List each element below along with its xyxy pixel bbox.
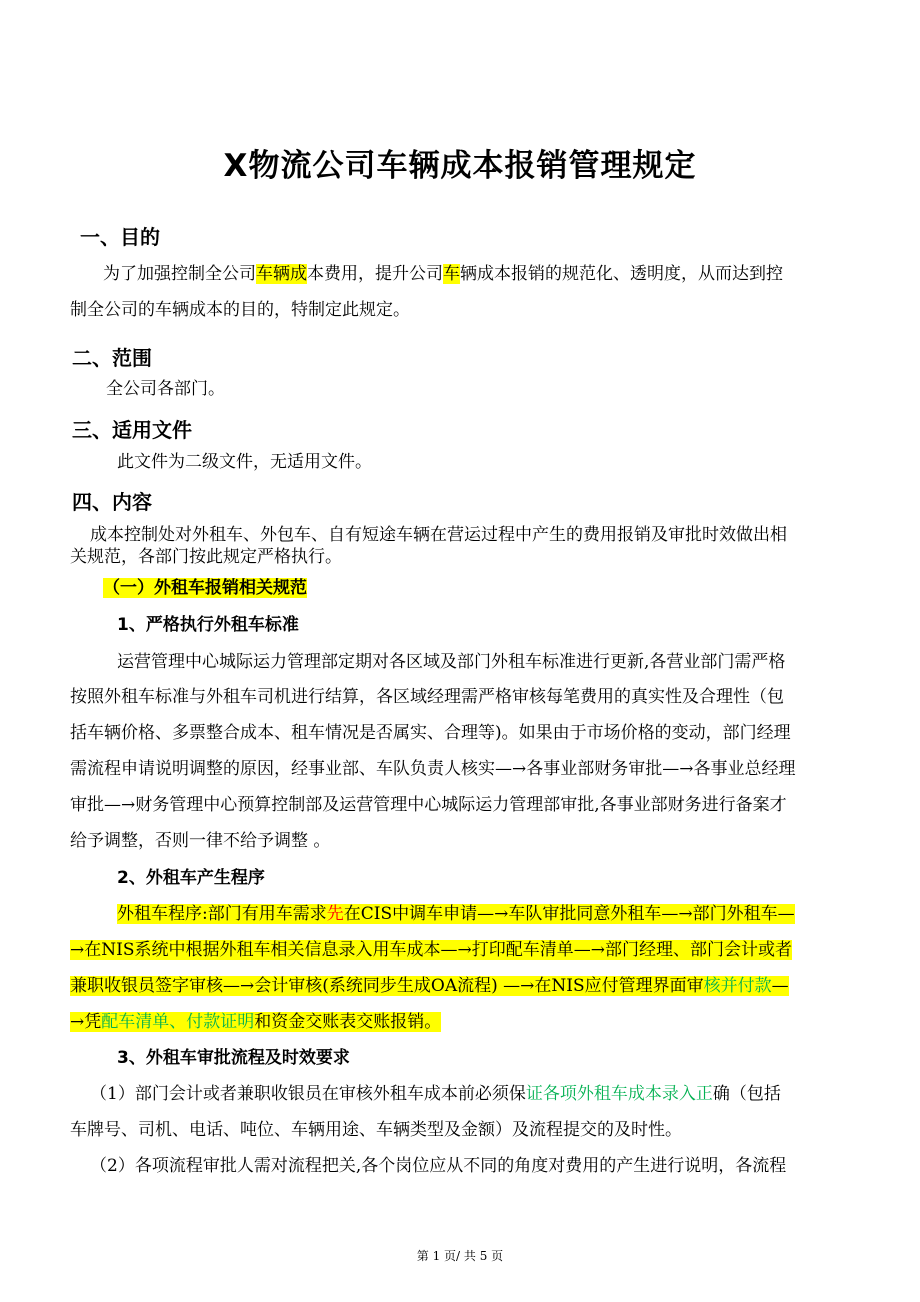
item1-line-1: 运营管理中心城际运力管理部定期对各区域及部门外租车标准进行更新,各营业部门需严格 xyxy=(117,652,786,672)
item1-line-5: 审批—→财务管理中心预算控制部及运营管理中心城际运力管理部审批,各事业部财务进行备案才 xyxy=(70,795,787,815)
purpose-line-2: 制全公司的车辆成本的目的，特制定此规定。 xyxy=(70,300,410,320)
section-heading-content: 四、内容 xyxy=(72,490,152,514)
document-title: X物流公司车辆成本报销管理规定 xyxy=(223,148,697,184)
item1-line-6: 给予调整，否则一律不给予调整 。 xyxy=(70,831,331,851)
section-heading-scope: 二、范围 xyxy=(72,346,152,370)
section-heading-docs: 三、适用文件 xyxy=(72,418,192,442)
text: （1）部门会计或者兼职收银员在审核外租车成本前必须保 xyxy=(90,1084,526,1104)
subsection-heading-rental xyxy=(103,577,307,599)
item3-para2-line-1: （2）各项流程审批人需对流程把关,各个岗位应从不同的角度对费用的产生进行说明，各流程 xyxy=(90,1156,787,1176)
item3-para1-line-1 xyxy=(90,1083,781,1105)
section-heading-purpose: 一、目的 xyxy=(80,225,160,249)
purpose-line-1 xyxy=(103,263,783,285)
scope-text: 全公司各部门。 xyxy=(106,379,225,399)
highlight: （一）外租车报销相关规范 xyxy=(103,578,307,598)
content-intro-line-2: 关规范，各部门按此规定严格执行。 xyxy=(70,547,342,567)
text: →凭 xyxy=(70,1012,102,1032)
red-text: 先 xyxy=(326,904,344,924)
docs-text: 此文件为二级文件，无适用文件。 xyxy=(117,452,372,472)
item1-line-3: 括车辆价格、多票整合成本、租车情况是否属实、合理等)。如果由于市场价格的变动，部门经理 xyxy=(70,723,791,743)
text: — xyxy=(771,976,789,996)
text: 兼职收银员签字审核—→会计审核(系统同步生成OA流程) —→在NIS应付管理界面审 xyxy=(70,976,704,996)
highlight: 车 xyxy=(443,264,460,284)
highlight: →在NIS系统中根据外租车相关信息录入用车成本—→打印配车清单—→部门经理、部门会计或者 xyxy=(70,940,792,960)
item-heading-2: 2、外租车产生程序 xyxy=(117,868,265,888)
highlight xyxy=(117,904,795,924)
text: 辆成本报销的规范化、透明度，从而达到控 xyxy=(460,264,783,284)
green-text: 证各项外租车成本录入正 xyxy=(525,1084,713,1104)
green-text: 核并付款 xyxy=(703,976,772,996)
item1-line-2: 按照外租车标准与外租车司机进行结算，各区域经理需严格审核每笔费用的真实性及合理性（包 xyxy=(70,687,784,707)
text: 在CIS中调车申请—→车队审批同意外租车—→部门外租车— xyxy=(343,904,795,924)
item3-para1-line-2: 车牌号、司机、电话、吨位、车辆用途、车辆类型及金额）及流程提交的及时性。 xyxy=(70,1120,682,1140)
item-heading-3: 3、外租车审批流程及时效要求 xyxy=(117,1048,350,1068)
item2-line-3 xyxy=(70,975,789,997)
text: 本费用，提升公司 xyxy=(307,264,443,284)
item1-line-4: 需流程申请说明调整的原因，经事业部、车队负责人核实—→各事业部财务审批—→各事业总经理 xyxy=(70,759,796,779)
content-intro-line-1: 成本控制处对外租车、外包车、自有短途车辆在营运过程中产生的费用报销及审批时效做出相 xyxy=(90,525,787,545)
item-heading-1: 1、严格执行外租车标准 xyxy=(117,615,299,635)
highlight xyxy=(70,976,789,996)
text: 和资金交账表交账报销。 xyxy=(254,1012,442,1032)
item2-line-2 xyxy=(70,939,792,961)
highlight xyxy=(70,1012,441,1032)
item2-line-1 xyxy=(117,903,795,925)
text: 外租车程序:部门有用车需求 xyxy=(117,904,327,924)
text: 确（包括 xyxy=(712,1084,781,1104)
page-footer: 第 1 页/ 共 5 页 xyxy=(416,1249,504,1263)
item2-line-4 xyxy=(70,1011,441,1033)
green-text: 配车清单、付款证明 xyxy=(101,1012,255,1032)
text: 为了加强控制全公司 xyxy=(103,264,256,284)
highlight: 车辆成 xyxy=(256,264,307,284)
